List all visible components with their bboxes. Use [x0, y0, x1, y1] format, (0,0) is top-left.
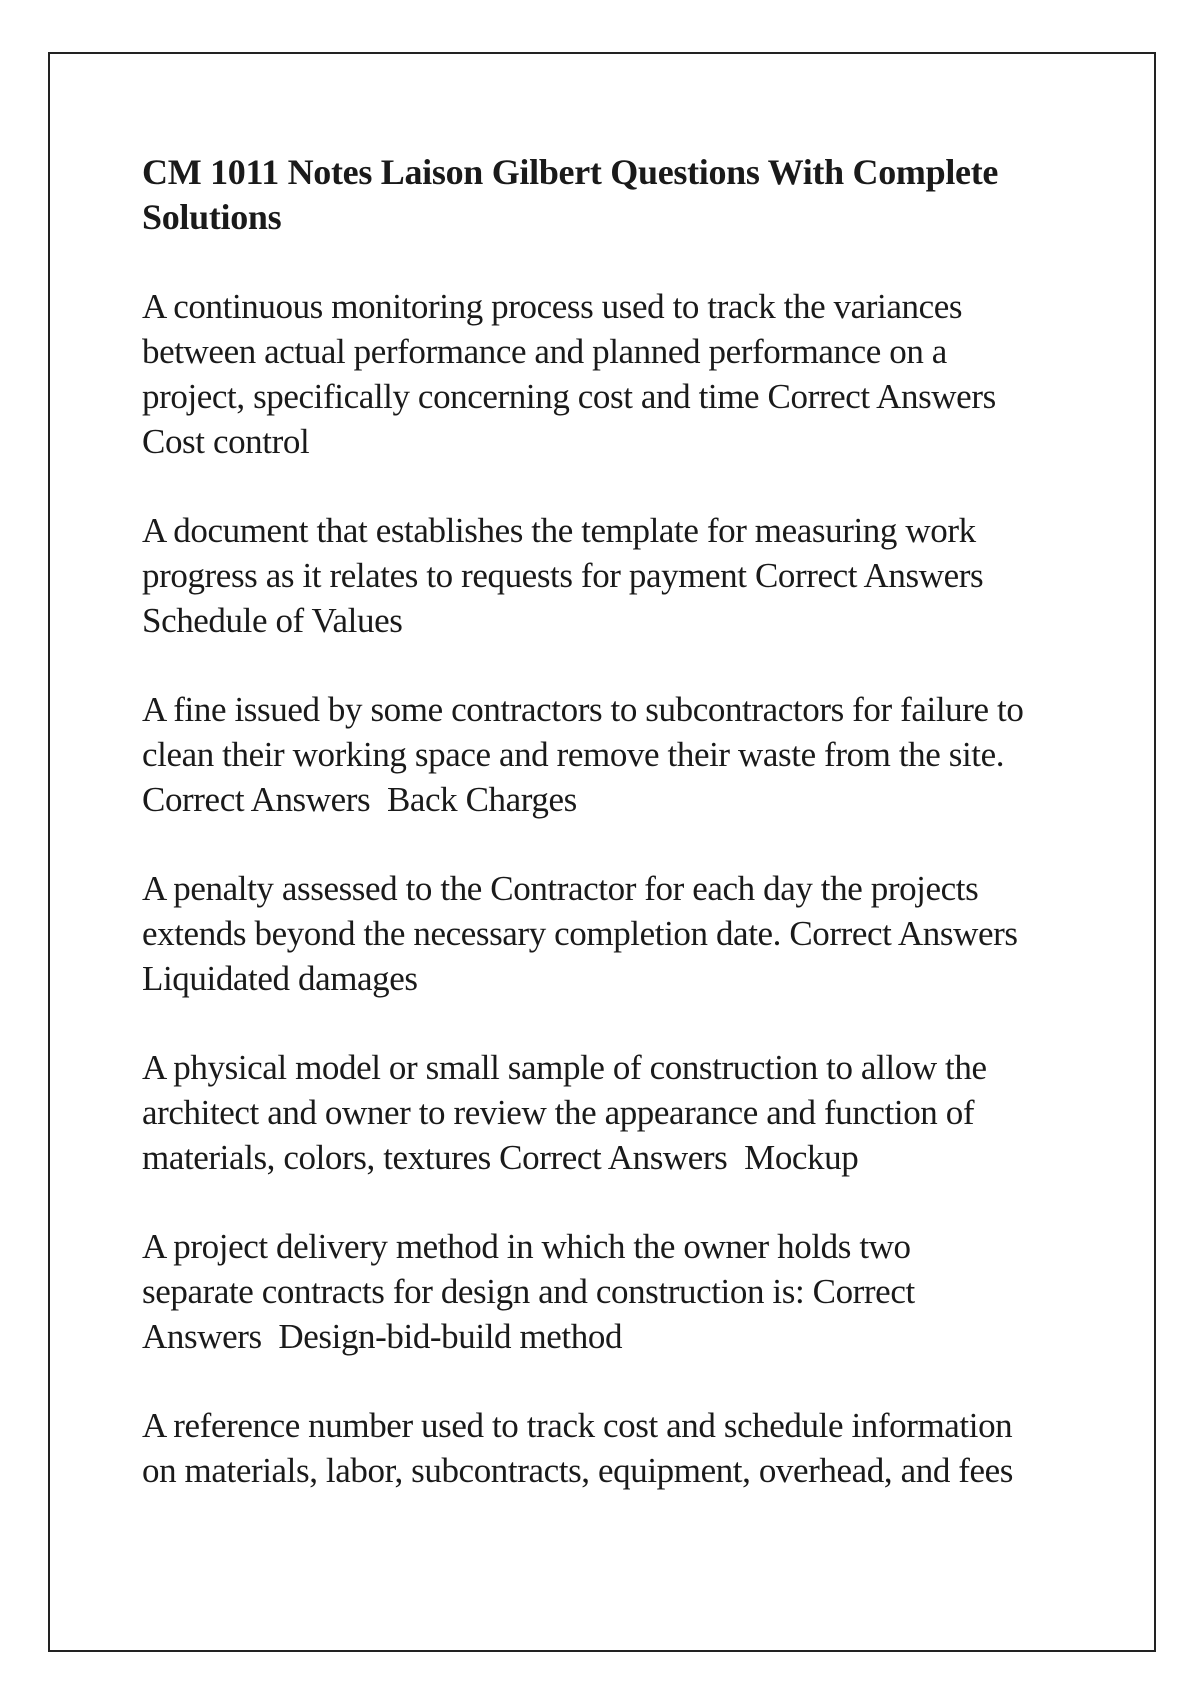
title-line: CM 1011 Notes Laison Gilbert Questions With Complete	[142, 152, 999, 192]
entry-line: materials, colors, textures Correct Answers Mockup	[142, 1138, 859, 1177]
entry-line: Schedule of Values	[142, 601, 403, 640]
document-body	[142, 150, 1082, 1537]
entry-line: A project delivery method in which the owner holds two	[142, 1227, 911, 1266]
entry-line: Liquidated damages	[142, 959, 418, 998]
entry-line: A continuous monitoring process used to track the variances	[142, 287, 963, 326]
entry-line: Cost control	[142, 422, 310, 461]
qa-entry-back-charges	[142, 687, 1082, 822]
entry-line: clean their working space and remove their waste from the site.	[142, 735, 1005, 774]
document-title	[142, 150, 1082, 240]
entry-line: extends beyond the necessary completion date. Correct Answers	[142, 914, 1018, 953]
entry-line: on materials, labor, subcontracts, equipment, overhead, and fees	[142, 1451, 1014, 1490]
qa-entry-cost-control	[142, 284, 1082, 464]
entry-line: separate contracts for design and construction is: Correct	[142, 1272, 915, 1311]
entry-line: project, specifically concerning cost and time Correct Answers	[142, 377, 996, 416]
qa-entry-design-bid-build	[142, 1224, 1082, 1359]
entry-line: A fine issued by some contractors to subcontractors for failure to	[142, 690, 1024, 729]
entry-line: Answers Design-bid-build method	[142, 1317, 623, 1356]
entry-line: Correct Answers Back Charges	[142, 780, 577, 819]
entry-line: progress as it relates to requests for payment Correct Answers	[142, 556, 984, 595]
qa-entry-liquidated-damages	[142, 866, 1082, 1001]
qa-entry-mockup	[142, 1045, 1082, 1180]
qa-entry-schedule-of-values	[142, 508, 1082, 643]
entry-line: A document that establishes the template for measuring work	[142, 511, 976, 550]
entry-line: A physical model or small sample of construction to allow the	[142, 1048, 987, 1087]
entry-line: A penalty assessed to the Contractor for each day the projects	[142, 869, 979, 908]
entry-line: architect and owner to review the appearance and function of	[142, 1093, 975, 1132]
entry-line: between actual performance and planned performance on a	[142, 332, 947, 371]
qa-entry-reference-number	[142, 1403, 1082, 1493]
entry-line: A reference number used to track cost and schedule information	[142, 1406, 1013, 1445]
title-line: Solutions	[142, 197, 282, 237]
